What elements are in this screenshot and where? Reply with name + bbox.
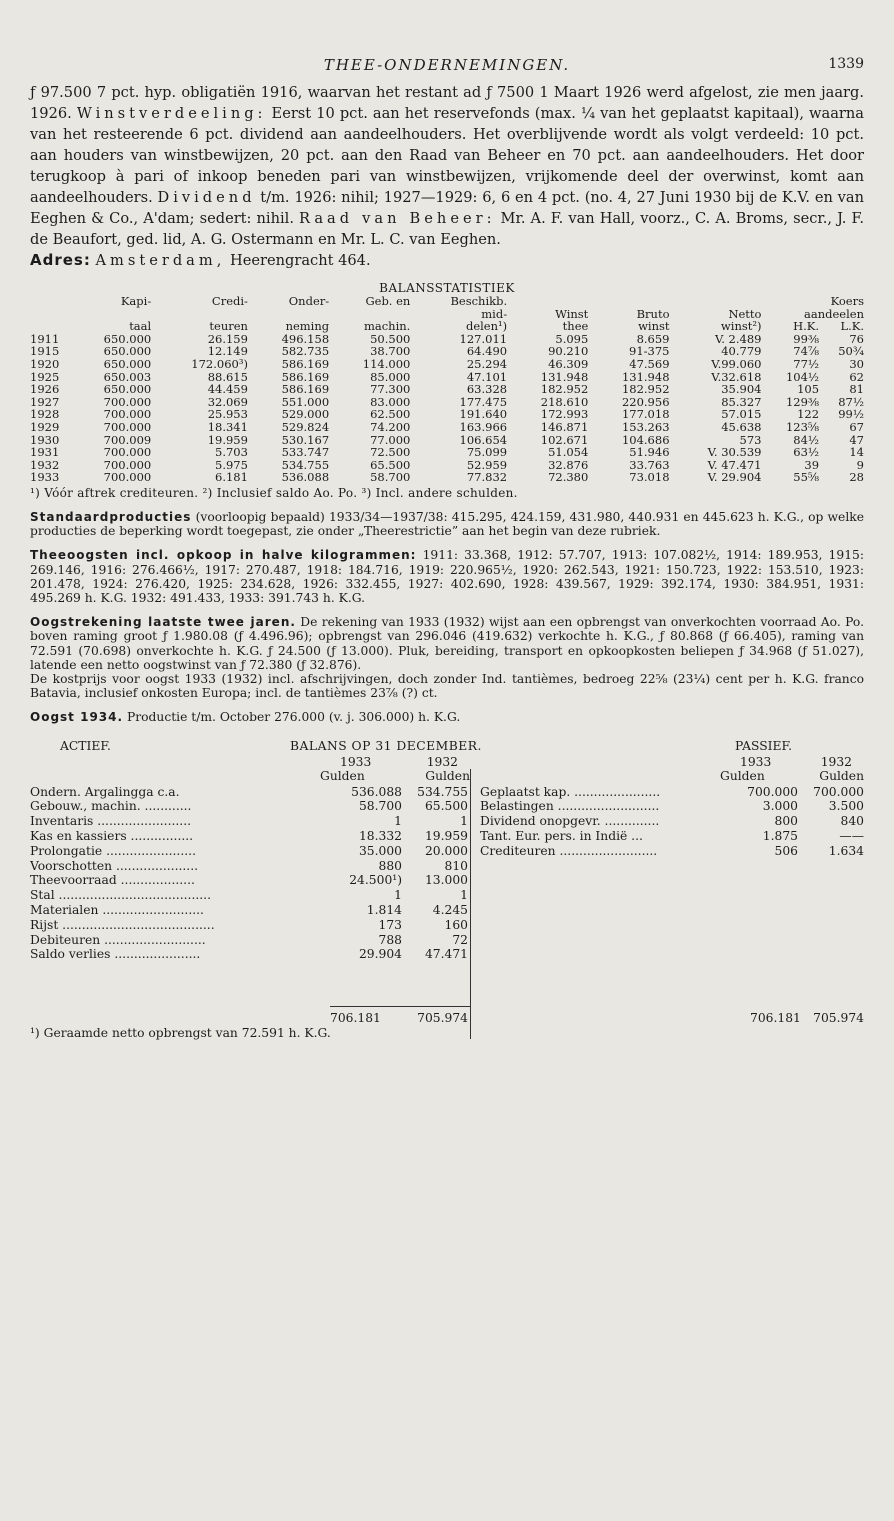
table-cell: 64.490 (466, 344, 508, 359)
balance-row (30, 888, 468, 903)
table-cell: 46.309 (548, 356, 589, 371)
table-cell: 51.054 (548, 445, 589, 460)
table-cell: 496.158 (281, 331, 330, 346)
text-part: Eerst 10 pct. aan het reservefonds (max. ¼ van het geplaatst kapitaal), waarna van het resteerende 6 pct. dividend aan aandeelhouders. Het overblijvende wordt als volgt verdeeld: 10 pct. aan houders van winstbewijzen, 20 pct. aan den Raad van Beheer en 70 pct. aan aandeelhouders. Het door terugkoop à pari of inkoop beneden pari van winstbewijzen, vrijkomende deel der overwinst, komt aan aandeelhouders. (30, 105, 864, 206)
col-header: taal (129, 319, 152, 334)
balance-label: Voorschotten ..................... (30, 858, 199, 873)
value-1933: 58.700 (358, 799, 402, 814)
col-header: winst²) (720, 319, 762, 334)
col-header: Winst (555, 306, 589, 321)
col-header: neming (285, 319, 330, 334)
balance-label: Geplaatst kap. ...................... (480, 784, 661, 799)
total-1933: 706.181 (330, 1010, 381, 1025)
table-cell: 6.181 (215, 470, 248, 485)
total-1932: 705.974 (813, 1010, 864, 1025)
table-cell: 87½ (838, 394, 864, 409)
col-header: Netto (728, 306, 762, 321)
table-cell: 81 (849, 382, 864, 397)
actief-col-headers (320, 755, 470, 785)
col-header: Kapi- (120, 294, 152, 308)
balance-row (30, 859, 468, 874)
table-row (30, 421, 864, 434)
oogst-label: Oogst 1934. (30, 710, 124, 725)
table-cell: 91-375 (629, 344, 670, 359)
table-cell: 47.101 (466, 369, 508, 384)
table-cell: 650.000 (103, 356, 152, 371)
value-1933: 1.875 (762, 828, 798, 843)
table-cell: V. 2.489 (714, 331, 762, 346)
table-cell: 700.000 (103, 445, 152, 460)
balance-row (480, 829, 864, 844)
oogst-paragraph (30, 710, 864, 724)
table-cell: 38.700 (370, 344, 411, 359)
table-cell: 74⅞ (793, 344, 820, 359)
table-cell: 650.003 (103, 369, 152, 384)
table-row (30, 383, 864, 396)
table-cell: 529.000 (281, 407, 330, 422)
table-cell: 700.000 (103, 394, 152, 409)
value-1933: 18.332 (358, 828, 402, 843)
table-cell: 1929 (30, 419, 60, 434)
table-cell: 131.948 (621, 369, 670, 384)
value-1933: 536.088 (351, 784, 402, 799)
value-1933: 800 (774, 814, 798, 829)
table-cell: 5.703 (215, 445, 248, 460)
table-cell: 533.747 (281, 445, 330, 460)
balance-row (30, 918, 468, 933)
unit-label: Gulden (720, 769, 765, 784)
value-1932: 700.000 (813, 784, 864, 799)
balance-row (30, 903, 468, 918)
table-cell: 153.263 (621, 419, 670, 434)
oogst-text: Productie t/m. October 276.000 (v. j. 306.000) h. K.G. (123, 710, 461, 725)
value-1932: 20.000 (424, 843, 468, 858)
unit-label: Gulden (819, 769, 864, 784)
table-cell: 650.000 (103, 331, 152, 346)
raad-label: Raad van Beheer: (299, 210, 496, 227)
table-cell: 650.000 (103, 382, 152, 397)
table-cell: 57.015 (721, 407, 762, 422)
oogstrekening-paragraph (30, 615, 864, 700)
balans-footnote: ¹) Geraamde netto opbrengst van 72.591 h. K.G. (30, 1025, 331, 1040)
table-cell: 90.210 (548, 344, 589, 359)
text-part: Mr. A. F. van Hall, voorz., C. A. Broms, secr., J. F. de Beaufort, ged. lid, A. G. Ostermann en Mr. L. C. van Eeghen. (30, 210, 864, 248)
table-cell: 18.341 (207, 419, 248, 434)
col-header: L.K. (840, 319, 864, 334)
value-1932: 1 (460, 888, 468, 903)
table-cell: 33.763 (629, 457, 670, 472)
table-cell: 32.876 (548, 457, 589, 472)
table-row (30, 471, 864, 484)
table-cell: 67 (849, 419, 864, 434)
table-cell: 700.000 (103, 419, 152, 434)
table-cell: 551.000 (281, 394, 330, 409)
table-cell: 58.700 (370, 470, 411, 485)
document-page (30, 52, 864, 1040)
balance-label: Crediteuren ......................... (480, 843, 658, 858)
value-1933: 506 (774, 843, 798, 858)
table-cell: V. 47.471 (707, 457, 762, 472)
value-1933: 788 (378, 932, 402, 947)
balance-row (30, 844, 468, 859)
col-header: Bruto (636, 306, 670, 321)
table-cell: 177.475 (459, 394, 508, 409)
table-cell: 586.169 (281, 382, 330, 397)
opkoop-paragraph (30, 548, 864, 605)
table-cell: 12.149 (207, 344, 248, 359)
table-cell: 44.459 (207, 382, 248, 397)
table-cell: V. 29.904 (707, 470, 762, 485)
kostprijs-text: De kostprijs voor oogst 1933 (1932) incl. afschrijvingen, doch zonder Ind. tantièmes, bedroeg 22⅝ (23¼) cent per h. K.G. franco Batavia, inclusief onkosten Europa; incl. de tantièmes 23⅞ (?) ct. (30, 671, 864, 701)
table-cell: 9 (856, 457, 864, 472)
table-cell: 700.009 (103, 432, 152, 447)
table-cell: 122 (797, 407, 820, 422)
table-cell: 182.952 (540, 382, 589, 397)
value-1932: 840 (840, 814, 864, 829)
table-cell: 99⅜ (793, 331, 820, 346)
balance-label: Theevoorraad ................... (30, 873, 195, 888)
adres-label: Adres: (30, 251, 91, 269)
year-1933: 1933 (340, 754, 372, 769)
value-1933: 29.904 (358, 947, 402, 962)
balance-label: Prolongatie ....................... (30, 843, 196, 858)
table-cell: 72.380 (548, 470, 589, 485)
table-cell: 129⅜ (785, 394, 820, 409)
table-cell: 220.956 (621, 394, 670, 409)
value-1932: 4.245 (432, 902, 468, 917)
balance-row (480, 844, 864, 859)
table-cell: 8.659 (636, 331, 670, 346)
table-cell: 1926 (30, 382, 60, 397)
passief-col-headers (720, 755, 864, 785)
year-1933: 1933 (740, 754, 772, 769)
balance-label: Dividend onopgevr. .............. (480, 814, 660, 829)
table-cell: 191.640 (459, 407, 508, 422)
table-cell: 50.500 (370, 331, 411, 346)
adres-street: Heerengracht 464. (225, 252, 371, 269)
balance-row (480, 785, 864, 800)
balance-row (30, 799, 468, 814)
year-1932: 1932 (820, 754, 852, 769)
passief-total (750, 1011, 864, 1025)
table-cell: 32.069 (207, 394, 248, 409)
table-cell: 45.638 (721, 419, 762, 434)
value-1933: 700.000 (747, 784, 798, 799)
balance-label: Saldo verlies ...................... (30, 947, 201, 962)
table-cell: 1933 (30, 470, 60, 485)
table-cell: 62.500 (370, 407, 411, 422)
table-cell: 582.735 (281, 344, 330, 359)
value-1933: 880 (378, 858, 402, 873)
table-cell: 47 (849, 432, 864, 447)
opkoop-label: Theeoogsten incl. opkoop in halve kilogrammen: (30, 548, 417, 563)
table-cell: 172.993 (540, 407, 589, 422)
actief-label: ACTIEF. (60, 738, 111, 753)
table-cell: 104½ (785, 369, 820, 384)
table-cell: 650.000 (103, 344, 152, 359)
table-cell: 83.000 (370, 394, 411, 409)
standaard-text: (voorloopig bepaald) 1933/34—1937/38: 415.295, 424.159, 431.980, 440.931 en 445.623 h. K.G., op welke producties de beperking wordt toegepast, zie onder „Theerestrictie” aan het begin van deze rubriek. (30, 509, 864, 539)
value-1933: 3.000 (762, 799, 798, 814)
table-cell: 76 (849, 331, 864, 346)
text-part: ƒ 97.500 7 pct. hyp. obligatiën 1916, waarvan het restant ad ƒ 7500 1 Maart 1926 werd afgelost, zie men jaarg. 1926. (30, 84, 864, 122)
col-header: aandeelen (804, 306, 864, 321)
table-cell: 39 (804, 457, 820, 472)
table-cell: 52.959 (466, 457, 508, 472)
table-cell: 1928 (30, 407, 60, 422)
table-cell: 1927 (30, 394, 60, 409)
table-cell: 63.328 (466, 382, 508, 397)
table-cell: 131.948 (540, 369, 589, 384)
value-1932: 72 (452, 932, 468, 947)
table-cell: 28 (849, 470, 864, 485)
balance-label: Belastingen .......................... (480, 799, 660, 814)
balance-row (30, 829, 468, 844)
balance-statistics-table (30, 295, 864, 484)
balance-label: Materialen .......................... (30, 902, 204, 917)
text-part: t/m. 1926: nihil; 1927—1929: 6, 6 en 4 pct. (no. 4, 27 Juni 1930 bij de K.V. en van Eeghen & Co., A'dam; sedert: nihil. (30, 189, 864, 227)
table-cell: 218.610 (540, 394, 589, 409)
balance-label: Debiteuren .......................... (30, 932, 206, 947)
table-cell: 55⅝ (793, 470, 820, 485)
passief-rows (480, 785, 864, 859)
table-cell: 1920 (30, 356, 60, 371)
table-cell: 30 (849, 356, 864, 371)
oogstrekening-text: De rekening van 1933 (1932) wijst aan een opbrengst van onverkochten voorraad Ao. Po. boven raming groot ƒ 1.980.08 (ƒ 4.496.96); opbrengst van 296.046 (419.632) verkochte h. K.G., ƒ 80.868 (ƒ 66.405), raming van 72.591 (70.698) onverkochte h. K.G. ƒ 24.500 (ƒ 13.000). Pluk, bereiding, transport en opkoopkosten beliepen ƒ 34.968 (ƒ 51.027), latende een netto oogstwinst van ƒ 72.380 (ƒ 32.876). (30, 615, 864, 672)
table-row (30, 358, 864, 371)
value-1932: 160 (444, 917, 468, 932)
value-1932: 810 (444, 858, 468, 873)
value-1933: 1 (394, 814, 402, 829)
value-1932: —— (839, 828, 864, 843)
opkoop-text: 1911: 33.368, 1912: 57.707, 1913: 107.082½, 1914: 189.953, 1915: 269.146, 1916: 276.466½, 1917: 270.487, 1918: 184.716, 1919: 220.965½, 1920: 262.543, 1921: 150.723, 1922: 153.510, 1923: 201.478, 1924: 276.420, 1925: 234.628, 1926: 332.455, 1927: 402.690, 1928: 439.567, 1929: 392.174, 1930: 384.951, 1931: 495.269 h. K.G. 1932: 491.433, 1933: 391.743 h. K.G. (30, 548, 864, 605)
table-cell: 1931 (30, 445, 60, 460)
value-1932: 13.000 (424, 873, 468, 888)
table-cell: 529.824 (281, 419, 330, 434)
table-row (30, 446, 864, 459)
table-cell: 72.500 (370, 445, 411, 460)
table-cell: 35.904 (721, 382, 762, 397)
table-cell: 106.654 (459, 432, 508, 447)
value-1933: 173 (378, 917, 402, 932)
col-header: winst (638, 319, 670, 334)
table-cell: V.99.060 (711, 356, 762, 371)
passief-label: PASSIEF. (735, 738, 793, 753)
table-cell: 5.095 (555, 331, 589, 346)
balance-label: Gebouw., machin. ............ (30, 799, 192, 814)
table-cell: 123⅝ (785, 419, 820, 434)
table-cell: 536.088 (281, 470, 330, 485)
table-cell: 63½ (793, 445, 820, 460)
running-title: THEE-ONDERNEMINGEN. (323, 56, 571, 74)
table-cell: V. 30.539 (707, 445, 762, 460)
balance-label: Tant. Eur. pers. in Indië ... (480, 828, 643, 843)
total-1933: 706.181 (750, 1010, 801, 1025)
value-1932: 3.500 (828, 799, 864, 814)
page-header (30, 52, 864, 78)
standaard-paragraph (30, 510, 864, 538)
stats-title: BALANSSTATISTIEK (379, 281, 515, 295)
table-cell: 65.500 (370, 457, 411, 472)
value-1932: 1 (460, 814, 468, 829)
table-cell: 40.779 (721, 344, 762, 359)
winstverdeeling-label: Winstverdeeling: (76, 105, 267, 122)
table-cell: 74.200 (370, 419, 411, 434)
table-cell: 586.169 (281, 356, 330, 371)
table-cell: 84½ (793, 432, 820, 447)
table-cell: 5.975 (215, 457, 248, 472)
balance-row (480, 814, 864, 829)
table-cell: 85.327 (721, 394, 762, 409)
table-cell: 50¾ (838, 344, 864, 359)
standaard-label: Standaardproducties (30, 509, 192, 524)
balance-label: Ondern. Argalingga c.a. (30, 784, 180, 799)
col-header: Beschikb. (450, 294, 508, 308)
col-header: Koers (830, 294, 864, 308)
table-cell: 1911 (30, 331, 60, 346)
table-cell: 62 (849, 369, 864, 384)
balance-row (30, 933, 468, 948)
table-cell: 1915 (30, 344, 60, 359)
balance-row (30, 785, 468, 800)
table-cell: 700.000 (103, 457, 152, 472)
table-cell: 163.966 (459, 419, 508, 434)
stats-body (30, 333, 864, 484)
balance-label: Kas en kassiers ................ (30, 828, 194, 843)
table-cell: 51.946 (629, 445, 670, 460)
table-cell: 25.294 (466, 356, 508, 371)
total-rule (330, 1006, 470, 1007)
table-cell: 25.953 (207, 407, 248, 422)
adres-city: Amsterdam, (95, 252, 226, 269)
table-cell: 1930 (30, 432, 60, 447)
table-cell: 146.871 (540, 419, 589, 434)
col-header: delen¹) (465, 319, 508, 334)
column-divider (470, 769, 471, 1039)
col-header: mid- (481, 306, 508, 321)
table-cell: 77.000 (370, 432, 411, 447)
total-1932: 705.974 (417, 1010, 468, 1025)
table-cell: 77.300 (370, 382, 411, 397)
header-row-3 (30, 320, 864, 333)
company-description (30, 82, 864, 271)
table-cell: 19.959 (207, 432, 248, 447)
value-1932: 65.500 (424, 799, 468, 814)
table-cell: 99½ (838, 407, 864, 422)
balance-row (30, 814, 468, 829)
table-cell: 47.569 (629, 356, 670, 371)
table-cell: 77.832 (466, 470, 508, 485)
col-header: machin. (363, 319, 411, 334)
table-cell: 1925 (30, 369, 60, 384)
table-cell: 73.018 (629, 470, 670, 485)
balance-sheet (30, 738, 864, 1040)
col-header: Geb. en (365, 294, 411, 308)
value-1932: 47.471 (424, 947, 468, 962)
table-cell: 172.060³) (191, 356, 248, 371)
unit-label: Gulden (425, 769, 470, 784)
balance-label: Inventaris ........................ (30, 814, 192, 829)
dividend-label: Dividend (157, 189, 256, 206)
value-1932: 19.959 (424, 828, 468, 843)
table-cell: 530.167 (281, 432, 330, 447)
stats-footnotes: ¹) Vóór aftrek crediteuren. ²) Inclusief saldo Ao. Po. ³) Incl. andere schulden. (30, 485, 518, 500)
page-number: 1339 (828, 56, 864, 72)
table-cell: 102.671 (540, 432, 589, 447)
value-1933: 35.000 (358, 843, 402, 858)
value-1932: 534.755 (417, 784, 468, 799)
col-header: Credi- (211, 294, 248, 308)
balance-row (30, 873, 468, 888)
table-cell: 85.000 (370, 369, 411, 384)
table-cell: 105 (797, 382, 820, 397)
col-header: Onder- (288, 294, 330, 308)
table-cell: 573 (739, 432, 762, 447)
table-cell: 114.000 (362, 356, 411, 371)
table-cell: V.32.618 (711, 369, 762, 384)
oogstrekening-label: Oogstrekening laatste twee jaren. (30, 615, 296, 630)
year-1932: 1932 (426, 754, 458, 769)
balance-row (480, 799, 864, 814)
unit-label: Gulden (320, 769, 365, 784)
table-cell: 26.159 (207, 331, 248, 346)
table-cell: 177.018 (621, 407, 670, 422)
table-cell: 127.011 (459, 331, 508, 346)
value-1933: 1 (394, 888, 402, 903)
actief-rows (30, 785, 468, 963)
balance-label: Rijst ....................................... (30, 917, 215, 932)
table-cell: 77½ (793, 356, 820, 371)
table-cell: 75.099 (466, 445, 508, 460)
table-cell: 586.169 (281, 369, 330, 384)
col-header: teuren (209, 319, 248, 334)
balans-title: BALANS OP 31 DECEMBER. (290, 738, 482, 753)
table-cell: 700.000 (103, 470, 152, 485)
table-cell: 182.952 (621, 382, 670, 397)
table-cell: 104.686 (621, 432, 670, 447)
header-row-1 (30, 295, 864, 308)
table-cell: 1932 (30, 457, 60, 472)
table-cell: 534.755 (281, 457, 330, 472)
col-header: thee (562, 319, 589, 334)
value-1933: 24.500¹) (349, 873, 402, 888)
value-1933: 1.814 (366, 902, 402, 917)
actief-total (330, 1011, 468, 1025)
col-header: H.K. (793, 319, 820, 334)
value-1932: 1.634 (828, 843, 864, 858)
table-cell: 88.615 (207, 369, 248, 384)
table-cell: 700.000 (103, 407, 152, 422)
balance-row (30, 947, 468, 962)
table-cell: 14 (849, 445, 864, 460)
balance-label: Stal ....................................... (30, 888, 211, 903)
